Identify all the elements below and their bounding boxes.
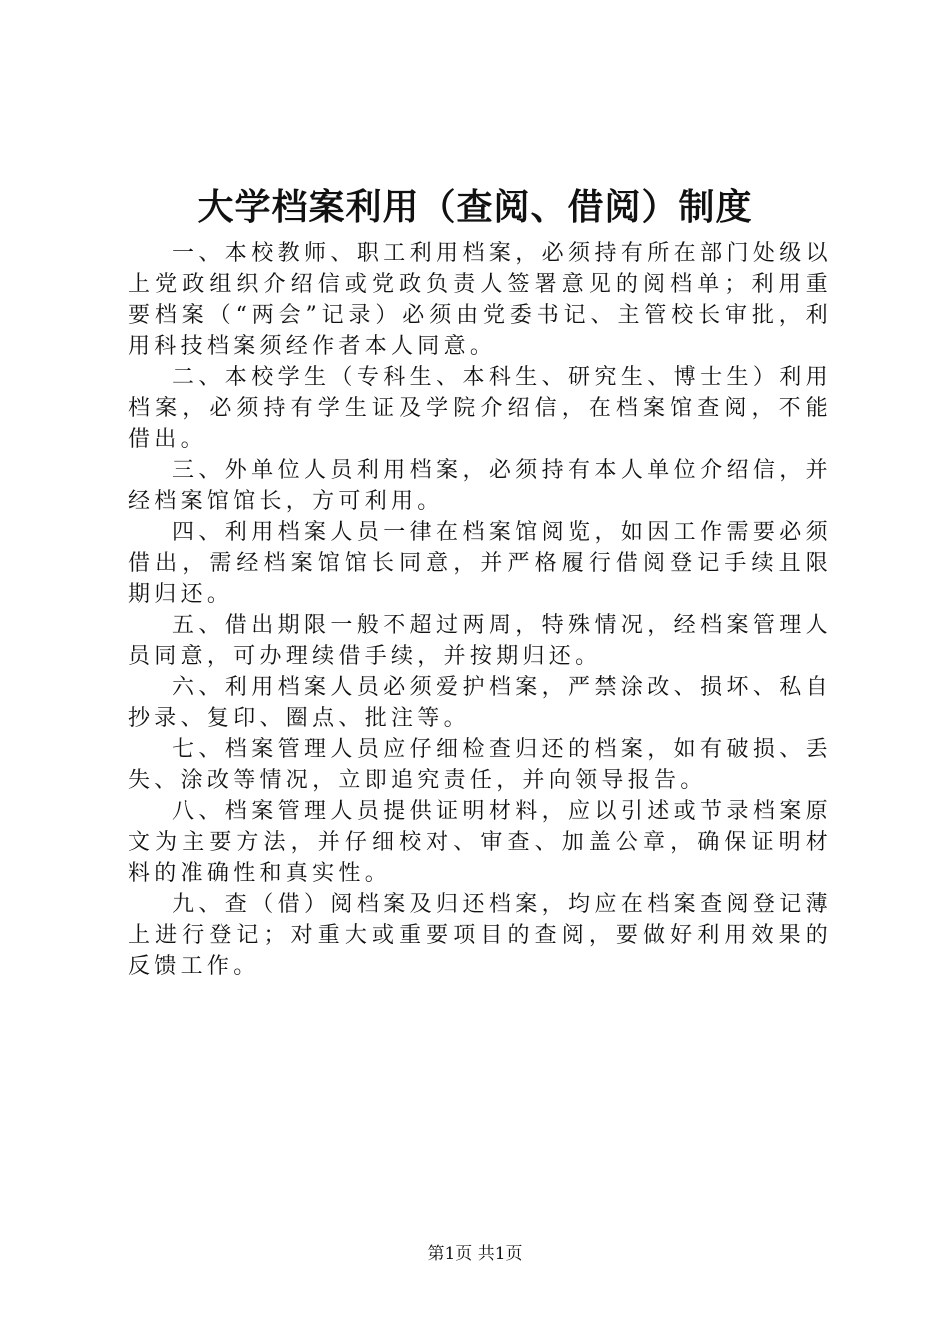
paragraph-5: 五、借出期限一般不超过两周，特殊情况，经档案管理人员同意，可办理续借手续，并按期归还。 <box>128 613 832 669</box>
paragraph-4: 四、利用档案人员一律在档案馆阅览，如因工作需要必须借出，需经档案馆馆长同意，并严格履行借阅登记手续且限期归还。 <box>128 520 832 607</box>
paragraph-1: 一、本校教师、职工利用档案，必须持有所在部门处级以上党政组织介绍信或党政负责人签署意见的阅档单；利用重要档案（“两会”记录）必须由党委书记、主管校长审批，利用科技档案须经作者本人同意。 <box>128 241 832 359</box>
paragraph-9: 九、查（借）阅档案及归还档案，均应在档案查阅登记薄上进行登记；对重大或重要项目的查阅，要做好利用效果的反馈工作。 <box>128 892 832 979</box>
paragraph-6: 六、利用档案人员必须爱护档案，严禁涂改、损坏、私自抄录、复印、圈点、批注等。 <box>128 675 832 731</box>
document-title: 大学档案利用（查阅、借阅）制度 <box>197 187 753 228</box>
page-number-footer: 第1页 共1页 <box>427 1244 523 1264</box>
paragraph-8: 八、档案管理人员提供证明材料，应以引述或节录档案原文为主要方法，并仔细校对、审查、加盖公章，确保证明材料的准确性和真实性。 <box>128 799 832 886</box>
document-body <box>128 238 832 982</box>
paragraph-7: 七、档案管理人员应仔细检查归还的档案，如有破损、丢失、涂改等情况，立即追究责任，并向领导报告。 <box>128 737 832 793</box>
paragraph-3: 三、外单位人员利用档案，必须持有本人单位介绍信，并经档案馆馆长，方可利用。 <box>128 458 832 514</box>
paragraph-2: 二、本校学生（专科生、本科生、研究生、博士生）利用档案，必须持有学生证及学院介绍信，在档案馆查阅，不能借出。 <box>128 365 832 452</box>
